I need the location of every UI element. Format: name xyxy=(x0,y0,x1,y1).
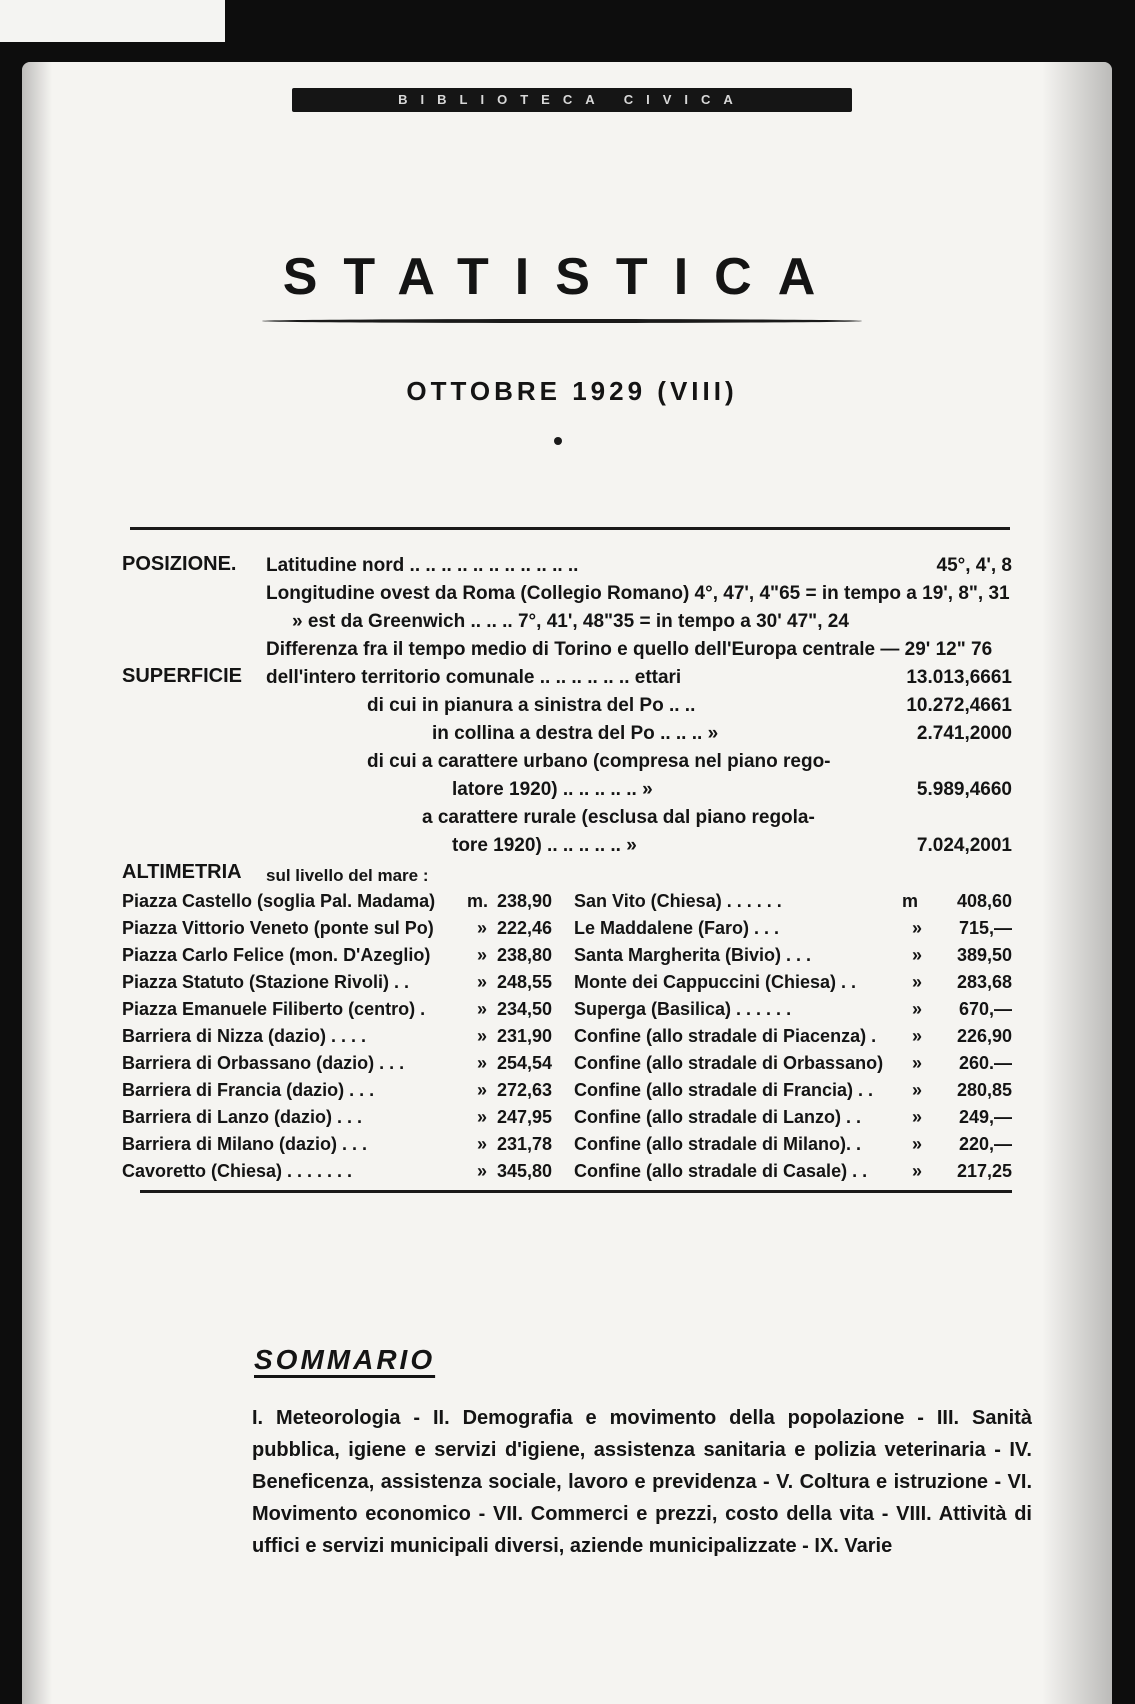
posizione-row: » est da Greenwich .. .. .. 7°, 41', 48"35 = in tempo a 30' 47", 24 xyxy=(292,611,849,632)
altimetria-left-value: 238,90 xyxy=(496,891,552,911)
separator-dot xyxy=(554,437,562,445)
top-rule xyxy=(130,527,1010,530)
altimetria-right-value: 217,25 xyxy=(956,1161,1012,1181)
posizione-row: Latitudine nord .. .. .. .. .. .. .. .. .. .. .. xyxy=(266,555,579,576)
altimetria-left-name: Piazza Emanuele Filiberto (centro) . xyxy=(122,999,426,1019)
altimetria-left-value: 238,80 xyxy=(496,945,552,965)
document-page xyxy=(22,62,1112,1704)
altimetria-left-value: 345,80 xyxy=(496,1161,552,1181)
altimetria-left-name: Barriera di Milano (dazio) . . . xyxy=(122,1134,368,1154)
altimetria-right-name: Monte dei Cappuccini (Chiesa) . . xyxy=(574,972,857,992)
header-band xyxy=(292,88,852,112)
superficie-value: 5.989,4660 xyxy=(916,779,1012,800)
altimetria-right-unit: » xyxy=(912,1161,923,1181)
scan-corner xyxy=(0,0,225,42)
title-underline xyxy=(262,319,862,323)
altimetria-right-name: San Vito (Chiesa) . . . . . . xyxy=(574,891,782,911)
posizione-value: 45°, 4', 8 xyxy=(936,555,1012,576)
altimetria-left-name: Barriera di Lanzo (dazio) . . . xyxy=(122,1107,363,1127)
superficie-row: latore 1920) .. .. .. .. .. » xyxy=(452,779,653,800)
altimetria-left-name: Barriera di Francia (dazio) . . . xyxy=(122,1080,375,1100)
superficie-value: 7.024,2001 xyxy=(916,835,1012,856)
superficie-row: tore 1920) .. .. .. .. .. » xyxy=(452,835,637,856)
posizione-row: Differenza fra il tempo medio di Torino e quello dell'Europa centrale — 29' 12" 76 xyxy=(266,639,993,660)
altimetria-left-unit: » xyxy=(477,1161,488,1181)
altimetria-left-value: 248,55 xyxy=(496,972,552,992)
altimetria-left-unit: » xyxy=(477,1053,488,1073)
superficie-value: 10.272,4661 xyxy=(906,695,1012,716)
altimetria-right-name: Confine (allo stradale di Milano). . xyxy=(574,1134,862,1154)
altimetria-left-value: 231,90 xyxy=(496,1026,552,1046)
altimetria-left-name: Piazza Carlo Felice (mon. D'Azeglio) xyxy=(122,945,431,965)
altimetria-right-value: 260.— xyxy=(958,1053,1012,1073)
altimetria-right-name: Confine (allo stradale di Casale) . . xyxy=(574,1161,868,1181)
sommario-title: SOMMARIO xyxy=(254,1344,436,1375)
altimetria-right-value: 280,85 xyxy=(956,1080,1012,1100)
altimetria-right-name: Confine (allo stradale di Lanzo) . . xyxy=(574,1107,862,1127)
superficie-row: di cui in pianura a sinistra del Po .. .. xyxy=(367,695,696,716)
altimetria-right-value: 715,— xyxy=(958,918,1012,938)
altimetria-left-value: 272,63 xyxy=(496,1080,552,1100)
altimetria-right-unit: » xyxy=(912,1053,923,1073)
altimetria-left-unit: » xyxy=(477,1134,488,1154)
altimetria-left-unit: » xyxy=(477,918,488,938)
altimetria-right-name: Superga (Basilica) . . . . . . xyxy=(574,999,792,1019)
altimetria-right-value: 283,68 xyxy=(956,972,1012,992)
altimetria-right-value: 220,— xyxy=(958,1134,1012,1154)
altimetria-right-value: 670,— xyxy=(958,999,1012,1019)
altimetria-right-unit: » xyxy=(912,1134,923,1154)
altimetria-left-value: 247,95 xyxy=(496,1107,552,1127)
page-title: STATISTICA xyxy=(282,248,842,306)
altimetria-left-unit: » xyxy=(477,1026,488,1046)
altimetria-label: ALTIMETRIA xyxy=(122,861,242,883)
altimetria-right-unit: » xyxy=(912,1026,923,1046)
superficie-row: dell'intero territorio comunale .. .. .. .. .. .. ettari xyxy=(266,667,682,688)
superficie-label: SUPERFICIE xyxy=(122,665,243,687)
altimetria-right-value: 408,60 xyxy=(956,891,1012,911)
altimetria-right-name: Santa Margherita (Bivio) . . . xyxy=(574,945,812,965)
sommario-text: I. Meteorologia - II. Demografia e movimento della popolazione - III. Sanità pubblica, igiene e servizi d'igiene, assistenza sanitaria e polizia veterinaria - IV. Beneficenza, assistenza sociale, lavoro e previdenza - V. Coltura e istruzione - VI. Movimento economico - VII. Commerci e prezzi, costo della vita - VIII. Attività di uffici e servizi municipali diversi, aziende municipalizzate - IX. Varie xyxy=(252,1407,1032,1557)
altimetria-left-unit: » xyxy=(477,1107,488,1127)
superficie-value: 13.013,6661 xyxy=(906,667,1012,688)
altimetria-left-unit: » xyxy=(477,999,488,1019)
altimetria-right-unit: m xyxy=(902,891,919,911)
altimetria-left-name: Piazza Vittorio Veneto (ponte sul Po) xyxy=(122,918,434,938)
altimetria-left-name: Piazza Statuto (Stazione Rivoli) . . xyxy=(122,972,410,992)
altimetria-right-unit: » xyxy=(912,1080,923,1100)
altimetria-right-value: 389,50 xyxy=(956,945,1012,965)
altimetria-right-name: Confine (allo stradale di Francia) . . xyxy=(574,1080,874,1100)
superficie-row: di cui a carattere urbano (compresa nel piano rego- xyxy=(367,751,831,772)
scan-shadow-left xyxy=(22,62,52,1704)
bottom-rule xyxy=(140,1190,1012,1193)
altimetria-right-unit: » xyxy=(912,945,923,965)
altimetria-left-unit: » xyxy=(477,972,488,992)
altimetria-left-value: 222,46 xyxy=(496,918,552,938)
altimetria-left-unit: m. xyxy=(467,891,489,911)
altimetria-left-unit: » xyxy=(477,945,488,965)
altimetria-right-value: 226,90 xyxy=(956,1026,1012,1046)
altimetria-right-unit: » xyxy=(912,918,923,938)
altimetria-right-name: Confine (allo stradale di Orbassano) xyxy=(574,1053,884,1073)
altimetria-right-unit: » xyxy=(912,999,923,1019)
altimetria-left-value: 254,54 xyxy=(496,1053,552,1073)
altimetria-sublabel: sul livello del mare : xyxy=(266,866,429,885)
altimetria-right-name: Confine (allo stradale di Piacenza) . xyxy=(574,1026,877,1046)
altimetria-left-value: 231,78 xyxy=(496,1134,552,1154)
altimetria-left-name: Piazza Castello (soglia Pal. Madama) xyxy=(122,891,436,911)
altimetria-left-name: Barriera di Nizza (dazio) . . . . xyxy=(122,1026,367,1046)
scan-shadow-right xyxy=(1042,62,1112,1704)
altimetria-left-value: 234,50 xyxy=(496,999,552,1019)
superficie-row: in collina a destra del Po .. .. .. » xyxy=(432,723,719,744)
header-band-text: BIBLIOTECA CIVICA xyxy=(398,92,746,107)
posizione-label: POSIZIONE. xyxy=(122,553,237,575)
page-subtitle: OTTOBRE 1929 (VIII) xyxy=(406,376,738,406)
altimetria-left-name: Cavoretto (Chiesa) . . . . . . . xyxy=(122,1161,353,1181)
altimetria-right-value: 249,— xyxy=(958,1107,1012,1127)
altimetria-right-unit: » xyxy=(912,972,923,992)
altimetria-left-name: Barriera di Orbassano (dazio) . . . xyxy=(122,1053,405,1073)
superficie-row: a carattere rurale (esclusa dal piano regola- xyxy=(422,807,815,828)
altimetria-right-unit: » xyxy=(912,1107,923,1127)
superficie-value: 2.741,2000 xyxy=(916,723,1012,744)
posizione-row: Longitudine ovest da Roma (Collegio Romano) 4°, 47', 4"65 = in tempo a 19', 8", 31 xyxy=(266,583,1010,604)
altimetria-left-unit: » xyxy=(477,1080,488,1100)
altimetria-right-name: Le Maddalene (Faro) . . . xyxy=(574,918,780,938)
